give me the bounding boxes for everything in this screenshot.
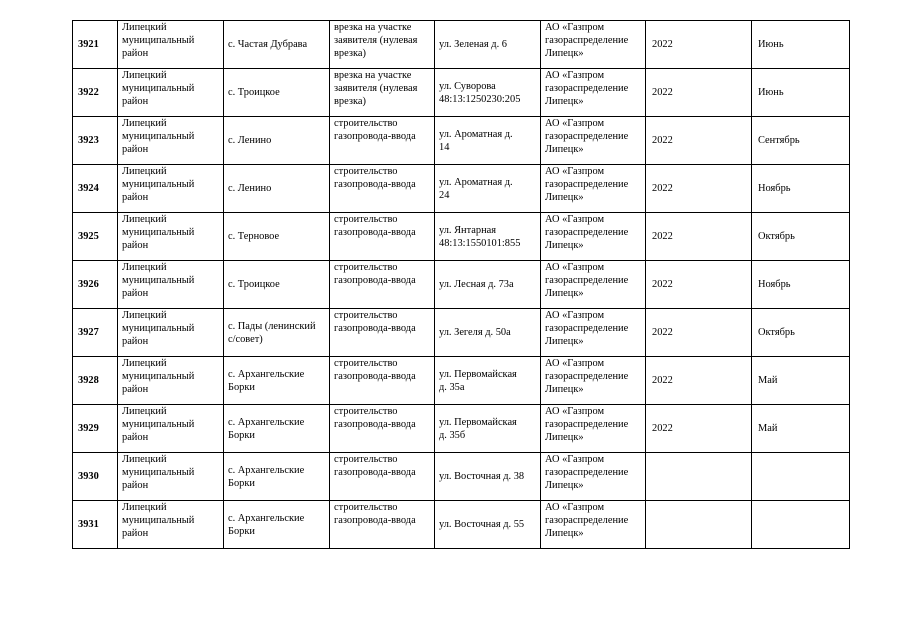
address-cell bbox=[435, 261, 541, 309]
work-type-cell bbox=[330, 69, 435, 117]
address-cell-text: ул. Зеленая д. 6 bbox=[439, 39, 507, 50]
address-cell-text: ул. Зегеля д. 50а bbox=[439, 327, 511, 338]
month-cell bbox=[752, 165, 850, 213]
year-cell bbox=[646, 357, 752, 405]
settlement-cell bbox=[224, 213, 330, 261]
year-cell bbox=[646, 213, 752, 261]
year-cell-text: 2022 bbox=[652, 87, 673, 98]
organization-cell bbox=[541, 309, 646, 357]
work-type-cell-text: строительство газопровода-ввода bbox=[334, 310, 416, 334]
work-type-cell bbox=[330, 501, 435, 549]
district-cell-text: Липецкий муниципальный район bbox=[122, 502, 195, 539]
work-type-cell-text: строительство газопровода-ввода bbox=[334, 262, 416, 286]
row-number-cell-text: 3921 bbox=[78, 39, 99, 50]
organization-cell-text: АО «Газпром газораспределение Липецк» bbox=[545, 358, 629, 395]
district-cell-text: Липецкий муниципальный район bbox=[122, 454, 195, 491]
address-cell bbox=[435, 309, 541, 357]
month-cell-text: Октябрь bbox=[758, 231, 795, 242]
year-cell-text: 2022 bbox=[652, 327, 673, 338]
district-cell-text: Липецкий муниципальный район bbox=[122, 406, 195, 443]
row-number-cell-text: 3923 bbox=[78, 135, 99, 146]
row-number-cell bbox=[73, 405, 118, 453]
settlement-cell-text: с. Частая Дубрава bbox=[228, 39, 308, 50]
district-cell-text: Липецкий муниципальный район bbox=[122, 310, 195, 347]
district-cell bbox=[118, 309, 224, 357]
work-type-cell-text: строительство газопровода-ввода bbox=[334, 214, 416, 238]
organization-cell-text: АО «Газпром газораспределение Липецк» bbox=[545, 70, 629, 107]
organization-cell bbox=[541, 501, 646, 549]
work-type-cell-text: строительство газопровода-ввода bbox=[334, 502, 416, 526]
table-row bbox=[73, 165, 850, 213]
district-cell-text: Липецкий муниципальный район bbox=[122, 214, 195, 251]
district-cell-text: Липецкий муниципальный район bbox=[122, 262, 195, 299]
work-type-cell bbox=[330, 165, 435, 213]
district-cell bbox=[118, 21, 224, 69]
month-cell-text: Ноябрь bbox=[758, 183, 791, 194]
year-cell bbox=[646, 405, 752, 453]
month-cell bbox=[752, 117, 850, 165]
district-cell-text: Липецкий муниципальный район bbox=[122, 166, 195, 203]
address-cell-text: ул. Лесная д. 73а bbox=[439, 279, 514, 290]
row-number-cell-text: 3922 bbox=[78, 87, 99, 98]
settlement-cell bbox=[224, 117, 330, 165]
table-row bbox=[73, 501, 850, 549]
district-cell bbox=[118, 501, 224, 549]
month-cell bbox=[752, 21, 850, 69]
address-cell-text: ул. Восточная д. 38 bbox=[439, 471, 525, 482]
table-row bbox=[73, 21, 850, 69]
district-cell bbox=[118, 165, 224, 213]
month-cell bbox=[752, 357, 850, 405]
work-type-cell bbox=[330, 309, 435, 357]
district-cell bbox=[118, 69, 224, 117]
work-type-cell-text: строительство газопровода-ввода bbox=[334, 454, 416, 478]
month-cell bbox=[752, 69, 850, 117]
work-type-cell bbox=[330, 357, 435, 405]
row-number-cell-text: 3928 bbox=[78, 375, 99, 386]
row-number-cell-text: 3926 bbox=[78, 279, 99, 290]
month-cell bbox=[752, 261, 850, 309]
organization-cell-text: АО «Газпром газораспределение Липецк» bbox=[545, 118, 629, 155]
table-body bbox=[73, 21, 850, 549]
organization-cell-text: АО «Газпром газораспределение Липецк» bbox=[545, 310, 629, 347]
organization-cell-text: АО «Газпром газораспределение Липецк» bbox=[545, 166, 629, 203]
year-cell bbox=[646, 117, 752, 165]
settlement-cell bbox=[224, 261, 330, 309]
settlement-cell-text: с. Пады (ленинский с/совет) bbox=[228, 320, 316, 345]
organization-cell-text: АО «Газпром газораспределение Липецк» bbox=[545, 214, 629, 251]
settlement-cell bbox=[224, 21, 330, 69]
address-cell-text: ул. Ароматная д. 24 bbox=[439, 176, 513, 201]
organization-cell bbox=[541, 213, 646, 261]
work-type-cell-text: строительство газопровода-ввода bbox=[334, 118, 416, 142]
row-number-cell-text: 3931 bbox=[78, 519, 99, 530]
year-cell-text: 2022 bbox=[652, 231, 673, 242]
address-cell bbox=[435, 69, 541, 117]
month-cell-text: Сентябрь bbox=[758, 135, 800, 146]
work-type-cell bbox=[330, 21, 435, 69]
address-cell-text: ул. Восточная д. 55 bbox=[439, 519, 525, 530]
row-number-cell bbox=[73, 261, 118, 309]
address-cell bbox=[435, 357, 541, 405]
work-type-cell bbox=[330, 117, 435, 165]
year-cell bbox=[646, 309, 752, 357]
organization-cell bbox=[541, 453, 646, 501]
work-type-cell-text: строительство газопровода-ввода bbox=[334, 166, 416, 190]
row-number-cell-text: 3925 bbox=[78, 231, 99, 242]
month-cell-text: Ноябрь bbox=[758, 279, 791, 290]
address-cell-text: ул. Первомайская д. 35б bbox=[439, 416, 517, 441]
work-type-cell-text: строительство газопровода-ввода bbox=[334, 406, 416, 430]
address-cell bbox=[435, 117, 541, 165]
organization-cell-text: АО «Газпром газораспределение Липецк» bbox=[545, 22, 629, 59]
settlement-cell bbox=[224, 501, 330, 549]
settlement-cell-text: с. Архангельские Борки bbox=[228, 416, 305, 441]
organization-cell-text: АО «Газпром газораспределение Липецк» bbox=[545, 454, 629, 491]
table-row bbox=[73, 453, 850, 501]
month-cell-text: Октябрь bbox=[758, 327, 795, 338]
organization-cell-text: АО «Газпром газораспределение Липецк» bbox=[545, 406, 629, 443]
address-cell bbox=[435, 213, 541, 261]
settlement-cell bbox=[224, 405, 330, 453]
district-cell bbox=[118, 261, 224, 309]
table-row bbox=[73, 405, 850, 453]
address-cell bbox=[435, 165, 541, 213]
year-cell-text: 2022 bbox=[652, 39, 673, 50]
month-cell-text: Июнь bbox=[758, 87, 784, 98]
settlement-cell-text: с. Троицкое bbox=[228, 279, 280, 290]
work-type-cell-text: строительство газопровода-ввода bbox=[334, 358, 416, 382]
organization-cell bbox=[541, 165, 646, 213]
organization-cell-text: АО «Газпром газораспределение Липецк» bbox=[545, 262, 629, 299]
year-cell bbox=[646, 69, 752, 117]
row-number-cell bbox=[73, 501, 118, 549]
work-type-cell-text: врезка на участке заявителя (нулевая врезка) bbox=[334, 22, 418, 59]
row-number-cell-text: 3929 bbox=[78, 423, 99, 434]
district-cell-text: Липецкий муниципальный район bbox=[122, 118, 195, 155]
address-cell bbox=[435, 405, 541, 453]
district-cell bbox=[118, 357, 224, 405]
year-cell-text: 2022 bbox=[652, 183, 673, 194]
work-type-cell bbox=[330, 213, 435, 261]
row-number-cell bbox=[73, 453, 118, 501]
district-cell bbox=[118, 405, 224, 453]
row-number-cell bbox=[73, 357, 118, 405]
row-number-cell bbox=[73, 69, 118, 117]
district-cell-text: Липецкий муниципальный район bbox=[122, 22, 195, 59]
organization-cell bbox=[541, 357, 646, 405]
district-cell-text: Липецкий муниципальный район bbox=[122, 358, 195, 395]
year-cell-text: 2022 bbox=[652, 375, 673, 386]
work-type-cell-text: врезка на участке заявителя (нулевая врезка) bbox=[334, 70, 418, 107]
gasification-table bbox=[72, 20, 850, 549]
month-cell bbox=[752, 501, 850, 549]
table-row bbox=[73, 213, 850, 261]
settlement-cell-text: с. Архангельские Борки bbox=[228, 368, 305, 393]
table-row bbox=[73, 309, 850, 357]
table-row bbox=[73, 261, 850, 309]
district-cell-text: Липецкий муниципальный район bbox=[122, 70, 195, 107]
row-number-cell bbox=[73, 165, 118, 213]
month-cell-text: Май bbox=[758, 375, 778, 386]
settlement-cell-text: с. Терновое bbox=[228, 231, 280, 242]
year-cell-text: 2022 bbox=[652, 423, 673, 434]
row-number-cell bbox=[73, 21, 118, 69]
month-cell bbox=[752, 213, 850, 261]
address-cell-text: ул. Первомайская д. 35а bbox=[439, 368, 517, 393]
work-type-cell bbox=[330, 405, 435, 453]
year-cell-text: 2022 bbox=[652, 279, 673, 290]
address-cell-text: ул. Суворова 48:13:1250230:205 bbox=[439, 80, 521, 105]
row-number-cell bbox=[73, 117, 118, 165]
organization-cell bbox=[541, 261, 646, 309]
settlement-cell bbox=[224, 357, 330, 405]
organization-cell bbox=[541, 405, 646, 453]
table-row bbox=[73, 117, 850, 165]
settlement-cell-text: с. Ленино bbox=[228, 183, 272, 194]
organization-cell-text: АО «Газпром газораспределение Липецк» bbox=[545, 502, 629, 539]
row-number-cell-text: 3927 bbox=[78, 327, 99, 338]
organization-cell bbox=[541, 21, 646, 69]
row-number-cell bbox=[73, 213, 118, 261]
year-cell bbox=[646, 261, 752, 309]
table-row bbox=[73, 69, 850, 117]
settlement-cell bbox=[224, 69, 330, 117]
settlement-cell-text: с. Архангельские Борки bbox=[228, 464, 305, 489]
address-cell-text: ул. Янтарная 48:13:1550101:855 bbox=[439, 224, 521, 249]
organization-cell bbox=[541, 117, 646, 165]
district-cell bbox=[118, 453, 224, 501]
work-type-cell bbox=[330, 261, 435, 309]
year-cell bbox=[646, 165, 752, 213]
settlement-cell bbox=[224, 309, 330, 357]
month-cell-text: Май bbox=[758, 423, 778, 434]
row-number-cell-text: 3924 bbox=[78, 183, 99, 194]
district-cell bbox=[118, 117, 224, 165]
month-cell bbox=[752, 309, 850, 357]
settlement-cell-text: с. Архангельские Борки bbox=[228, 512, 305, 537]
month-cell-text: Июнь bbox=[758, 39, 784, 50]
address-cell bbox=[435, 453, 541, 501]
address-cell bbox=[435, 501, 541, 549]
settlement-cell-text: с. Ленино bbox=[228, 135, 272, 146]
year-cell-text: 2022 bbox=[652, 135, 673, 146]
month-cell bbox=[752, 405, 850, 453]
settlement-cell bbox=[224, 165, 330, 213]
address-cell-text: ул. Ароматная д. 14 bbox=[439, 128, 513, 153]
district-cell bbox=[118, 213, 224, 261]
settlement-cell bbox=[224, 453, 330, 501]
table-row bbox=[73, 357, 850, 405]
month-cell bbox=[752, 453, 850, 501]
year-cell bbox=[646, 501, 752, 549]
year-cell bbox=[646, 453, 752, 501]
year-cell bbox=[646, 21, 752, 69]
address-cell bbox=[435, 21, 541, 69]
row-number-cell bbox=[73, 309, 118, 357]
organization-cell bbox=[541, 69, 646, 117]
work-type-cell bbox=[330, 453, 435, 501]
settlement-cell-text: с. Троицкое bbox=[228, 87, 280, 98]
row-number-cell-text: 3930 bbox=[78, 471, 99, 482]
